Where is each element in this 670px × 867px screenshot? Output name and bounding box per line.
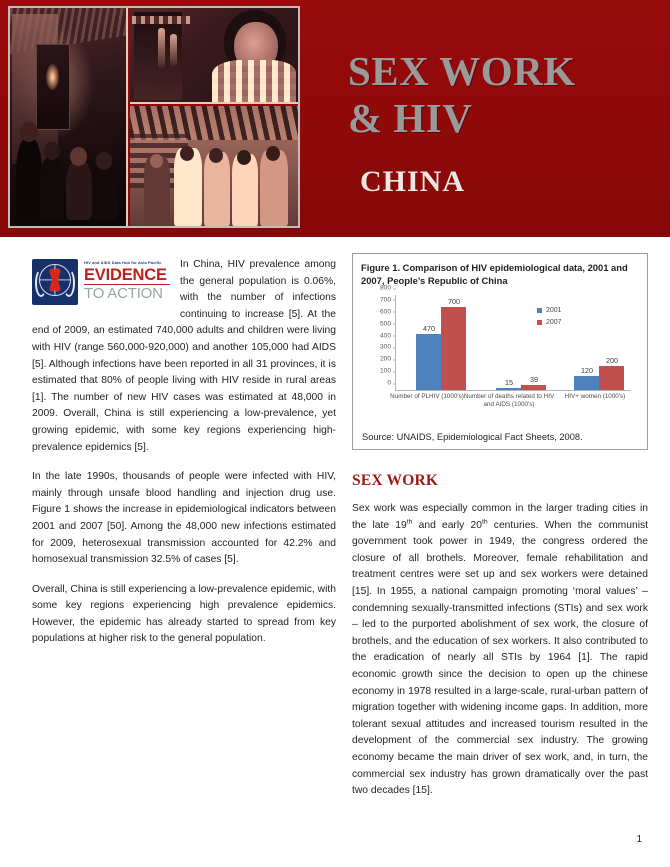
logo-evidence-text: EVIDENCE [84,266,167,284]
rp1-part-a: Sex work was especially common in the larger trading cities in the late 19 [352,503,648,531]
x-axis-label-plhiv: Number of PLHIV (1000's) [390,393,464,400]
bar-value-2001-deaths: 15 [505,378,513,388]
figure-1-bar-chart [361,284,639,423]
section-heading-sex-work: SEX WORK [352,472,439,489]
left-paragraph-2: In the late 1990s, thousands of people were infected with HIV, mainly through unsafe blood handling and injection drug use. Figure 1 shows the increase in epidemiological indicators between 2001 and 2007 [50]. Among the 48,000 new infections estimated for 2009, heterosexual transmission accounted for 42.2% and homosexual transmission 32.5% of cases [5]. [32,471,336,566]
chart-plot-area [379,284,631,391]
bar-value-2001-plhiv: 470 [423,324,435,334]
header-banner [0,0,670,237]
legend-item-2001 [537,307,562,314]
page-number: 1 [636,834,642,845]
figure-source-note: Source: UNAIDS, Epidemiological Fact Sheets, 2008. [362,432,583,442]
woman-portrait-photo [130,8,298,104]
rp1-sup-1: th [406,518,413,526]
bar-2001-plhiv [416,324,441,390]
brothel-corridor-photo [10,8,128,226]
evidence-to-action-logo [32,259,172,307]
y-tick-800: 800 [380,285,396,292]
bar-value-2007-plhiv: 700 [448,296,460,306]
figure-1-box [352,253,648,450]
chart-legend [537,307,562,331]
legend-swatch-2007 [537,320,542,325]
logo-tagline: HIV and AIDS Data Hub for Asia Pacific [84,260,162,265]
x-axis-label-women: HIV+ women (1000's) [564,393,626,400]
y-tick-0: 0 [387,380,396,387]
y-tick-700: 700 [380,296,396,303]
legend-label-2001: 2001 [546,307,562,314]
logo-toaction-text: TO ACTION [84,285,163,302]
bar-2001-deaths [496,378,521,390]
photo-collage [8,6,300,228]
y-tick-400: 400 [380,332,396,339]
page-title-line-1: SEX WORK [348,48,576,94]
right-column [352,253,648,813]
legend-item-2007 [537,319,562,326]
left-column [32,257,336,661]
bar-value-2007-deaths: 39 [530,375,538,385]
legend-label-2007: 2007 [546,319,562,326]
street-group-photo [130,106,298,226]
page-body [0,237,670,867]
left-paragraph-1: In China, HIV prevalence among the general population is 0.06%, with the number of infections continuing to increase [5]. At the end of 2009, an estimated 740,000 adults and children were living with HIV (range 560,000-920,000) and another 105,000 had AIDS [5]. Although infections have been reported in all 31 provinces, it is estimated that 80% of people living with HIV reside in rural areas [1]. The number of new HIV cases was estimated at 48,000 in 2009. Overall, China is still experiencing a low-prevalence, yet growing epidemic, with some key regions experiencing high-prevalence epidemics [5]. [32,259,336,453]
country-subtitle: CHINA [360,165,466,198]
y-tick-100: 100 [380,368,396,375]
bar-2001-women [574,365,599,390]
rp1-sup-2: th [481,518,488,526]
bar-2007-women [599,356,624,390]
bar-value-2001-women: 120 [581,365,593,375]
y-tick-300: 300 [380,344,396,351]
header-title-block [348,48,660,200]
y-tick-200: 200 [380,356,396,363]
rp1-part-b: and early 20 [412,519,482,531]
x-axis-label-deaths: Number of deaths related to HIV and AIDS (1000's) [463,393,555,408]
y-tick-500: 500 [380,320,396,327]
right-paragraph-1 [352,501,648,800]
y-tick-600: 600 [380,308,396,315]
un-emblem-icon [32,259,78,305]
bar-value-2007-women: 200 [606,356,618,366]
page-title-line-2: & HIV [348,95,473,141]
figure-1-caption: Figure 1. Comparison of HIV epidemiological data, 2001 and 2007, People’s Republic of China [361,262,628,286]
bar-2007-plhiv [441,296,466,390]
legend-swatch-2001 [537,308,542,313]
left-paragraph-3: Overall, China is still experiencing a low-prevalence epidemic, with some key regions experiencing high prevalence epidemics. However, the epidemic has already started to spread from key populations at higher risk to the general population. [32,583,336,645]
rp1-part-c: centuries. When the communist government took power in 1949, the congress ordered the closure of all brothels. Moreover, female rehabilitation and treatment centres were set up and sex workers were detained [15]. In 1955, a national campaign promoting ‘moral values’ – condemning sexually-transmitted infections (STIs) and sex work – led to the purported abolishment of sex work, the closure of brothels, and the education of sex workers. It also contributed to the eradication of nearly all STIs by 1964 [1]. The rapid economic growth since the decision to open up the chinese economy in 1978 resulted in a large-scale, rural-urban pattern of migration together with widening income gaps. In addition, more tolerant sexual attitudes and increased tourism resulted in the development of the commercial sex industry. The growing economy became the main driver of sex work, and, in turn, the commercial sex industry has grown dramatically over the past two decades [15]. [352,519,649,797]
bar-2007-deaths [521,375,546,390]
